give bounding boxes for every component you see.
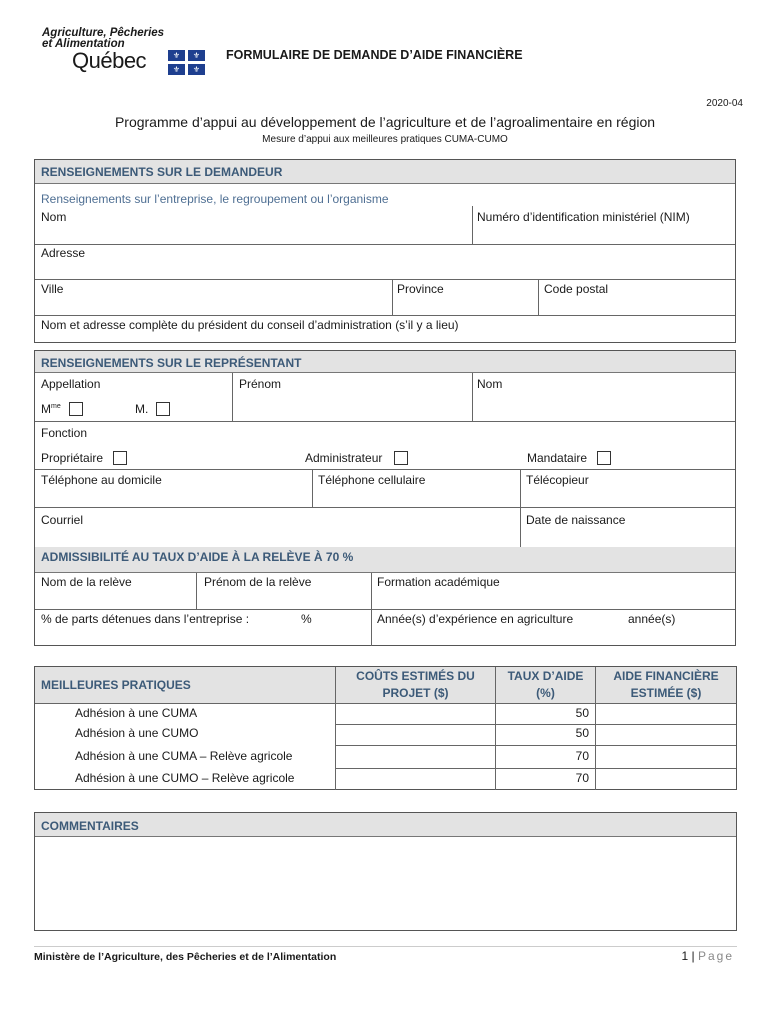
fonction-label: Fonction [41,426,88,440]
mandataire-label: Mandataire [527,451,588,465]
aid-cell[interactable] [596,705,736,724]
mme-checkbox[interactable] [69,402,83,416]
province-field[interactable]: Province [397,282,444,296]
practices-table [34,666,737,790]
practice-label: Adhésion à une CUMO [75,726,199,740]
footer-page-number [681,949,734,963]
administrateur-label: Administrateur [305,451,383,465]
representant-section [34,350,736,646]
formation-field[interactable]: Formation académique [377,575,500,589]
cost-cell[interactable] [336,725,494,745]
rate-cell: 50 [575,706,589,720]
representant-section-title: RENSEIGNEMENTS SUR LE REPRÉSENTANT [35,351,735,373]
experience-field[interactable]: Année(s) d’expérience en agriculture [377,612,574,626]
proprietaire-label: Propriétaire [41,451,104,465]
col-cost-header: COÛTS ESTIMÉS DU PROJET ($) [335,667,495,704]
cost-cell[interactable] [336,705,494,724]
col-rate-header: TAUX D’AIDE (%) [495,667,595,704]
col-aid-header: AIDE FINANCIÈRE ESTIMÉE ($) [595,667,736,704]
footer-divider [34,946,737,947]
logo-line-2: et Alimentation [42,38,125,50]
mme-label: $M^{me}$ [41,402,61,416]
representant-nom-field[interactable]: Nom [477,377,503,391]
comments-section [34,812,737,931]
parts-percent-unit: % [301,612,312,626]
aid-cell[interactable] [596,769,736,790]
demandeur-section-title: RENSEIGNEMENTS SUR LE DEMANDEUR [35,160,735,184]
nom-field[interactable]: Nom [41,210,67,224]
m-label: M. [135,402,149,416]
logo-quebec-word: Québec [72,48,147,73]
proprietaire-checkbox[interactable] [113,451,127,465]
demandeur-section [34,159,736,343]
program-title: Programme d’appui au développement de l’agriculture et de l’agroalimentaire en région [114,114,656,130]
nom-releve-field[interactable]: Nom de la relève [41,575,132,589]
ville-field[interactable]: Ville [41,282,64,296]
practice-label: Adhésion à une CUMO – Relève agricole [75,771,295,785]
rate-cell: 70 [575,749,589,763]
date-naissance-field[interactable]: Date de naissance [526,513,626,527]
prenom-releve-field[interactable]: Prénom de la relève [204,575,312,589]
cost-cell[interactable] [336,746,494,768]
footer-ministry: Ministère de l’Agriculture, des Pêcheries et de l’Alimentation [34,951,337,963]
telecopieur-field[interactable]: Télécopieur [526,473,589,487]
appellation-label: Appellation [41,377,101,391]
practice-label: Adhésion à une CUMA [75,706,198,720]
parts-field[interactable]: % de parts détenues dans l’entreprise : [41,612,250,626]
page-word: Page [697,949,734,963]
form-title: FORMULAIRE DE DEMANDE D’AIDE FINANCIÈRE [226,48,523,62]
tel-cellulaire-field[interactable]: Téléphone cellulaire [318,473,426,487]
tel-domicile-field[interactable]: Téléphone au domicile [41,473,162,487]
representant-prenom-field[interactable]: Prénom [239,377,282,391]
page-number: 1 [681,949,689,963]
code-postal-field[interactable]: Code postal [544,282,609,296]
demandeur-subheading: Renseignements sur l’entreprise, le regroupement ou l’organisme [41,192,389,206]
fleurdelise-flag-icon: ⚜ ⚜ ⚜ ⚜ [168,50,206,76]
cost-cell[interactable] [336,769,494,790]
adresse-field[interactable]: Adresse [41,246,86,260]
president-field[interactable]: Nom et adresse complète du président du conseil d’administration (s’il y a lieu) [41,318,459,332]
program-subtitle: Mesure d’appui aux meilleures pratiques CUMA-CUMO [262,134,508,145]
mandataire-checkbox[interactable] [597,451,611,465]
page-separator: | [688,949,698,963]
form-version: 2020-04 [706,98,743,109]
quebec-logo [42,28,212,78]
logo-line-1: Agriculture, Pêcheries [42,27,165,39]
practice-label: Adhésion à une CUMA – Relève agricole [75,749,293,763]
administrateur-checkbox[interactable] [394,451,408,465]
rate-cell: 50 [575,726,589,740]
courriel-field[interactable]: Courriel [41,513,84,527]
aid-cell[interactable] [596,725,736,745]
col-practice-header: MEILLEURES PRATIQUES [35,667,335,704]
nim-field[interactable]: Numéro d’identification ministériel (NIM) [477,210,690,224]
rate-cell: 70 [575,771,589,785]
m-checkbox[interactable] [156,402,170,416]
aid-cell[interactable] [596,746,736,768]
experience-unit: année(s) [628,612,676,626]
releve-section-title: ADMISSIBILITÉ AU TAUX D’AIDE À LA RELÈVE À 70 % [35,547,735,573]
comments-textarea[interactable] [35,837,736,930]
comments-section-title: COMMENTAIRES [35,813,736,837]
